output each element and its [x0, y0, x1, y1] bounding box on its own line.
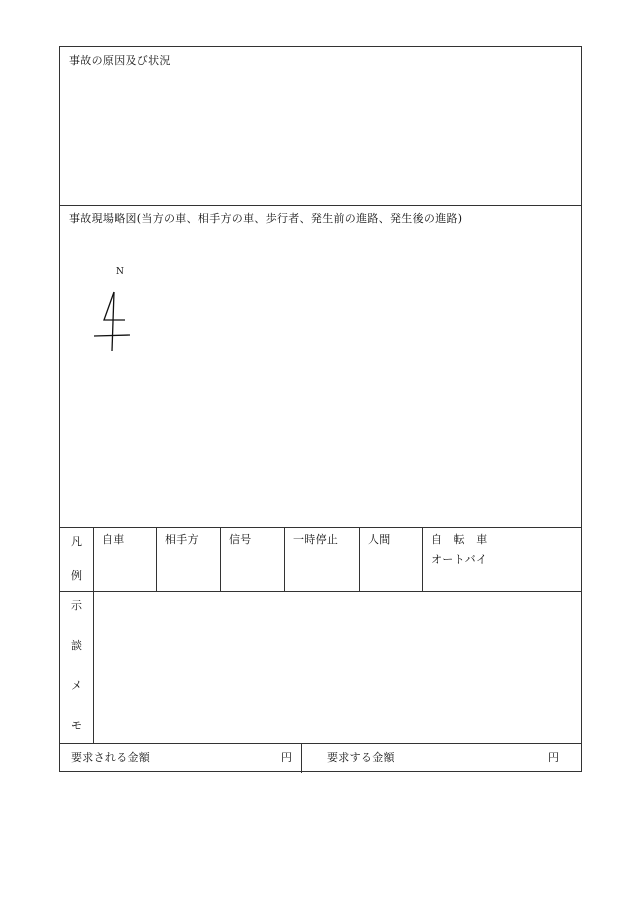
legend-divider-3: [220, 527, 221, 592]
cause-input-area[interactable]: [61, 71, 580, 203]
amounts-divider: [301, 743, 302, 773]
sketch-drawing-area[interactable]: [61, 229, 580, 525]
memo-label-char-2: 談: [71, 639, 83, 652]
sketch-section-title: 事故現場略図(当方の車、相手方の車、歩行者、発生前の進路、発生後の進路): [69, 212, 463, 225]
divider-legend: [60, 591, 581, 592]
divider-cause: [60, 205, 581, 206]
north-label: N: [116, 267, 125, 277]
requested-by-us-unit: 円: [548, 751, 560, 764]
divider-memo: [60, 743, 581, 744]
legend-item-signal: 信号: [229, 533, 252, 546]
legend-divider-5: [359, 527, 360, 592]
legend-label-bottom: 例: [71, 569, 83, 582]
divider-sketch: [60, 527, 581, 528]
accident-report-form: [59, 46, 582, 772]
memo-label-char-4: モ: [71, 719, 83, 732]
legend-divider-1: [93, 527, 94, 592]
legend-item-bicycle: 自 転 車: [431, 533, 488, 546]
memo-divider: [93, 591, 94, 743]
requested-by-other-label: 要求される金額: [71, 751, 151, 764]
legend-divider-4: [284, 527, 285, 592]
legend-divider-6: [422, 527, 423, 592]
requested-by-us-label: 要求する金額: [327, 751, 395, 764]
legend-item-motorbike: オートバイ: [431, 553, 488, 566]
legend-divider-2: [156, 527, 157, 592]
requested-by-us-field[interactable]: [405, 745, 545, 769]
legend-item-stop: 一時停止: [293, 533, 339, 546]
memo-input-area[interactable]: [95, 593, 580, 741]
memo-label-char-1: 示: [71, 599, 83, 612]
legend-item-other-party: 相手方: [165, 533, 199, 546]
requested-by-other-unit: 円: [281, 751, 293, 764]
legend-item-own-car: 自車: [102, 533, 125, 546]
memo-label-char-3: メ: [71, 679, 83, 692]
cause-section-title: 事故の原因及び状況: [69, 54, 171, 67]
legend-label-top: 凡: [71, 535, 83, 548]
legend-item-person: 人間: [368, 533, 391, 546]
requested-by-other-field[interactable]: [160, 745, 275, 769]
